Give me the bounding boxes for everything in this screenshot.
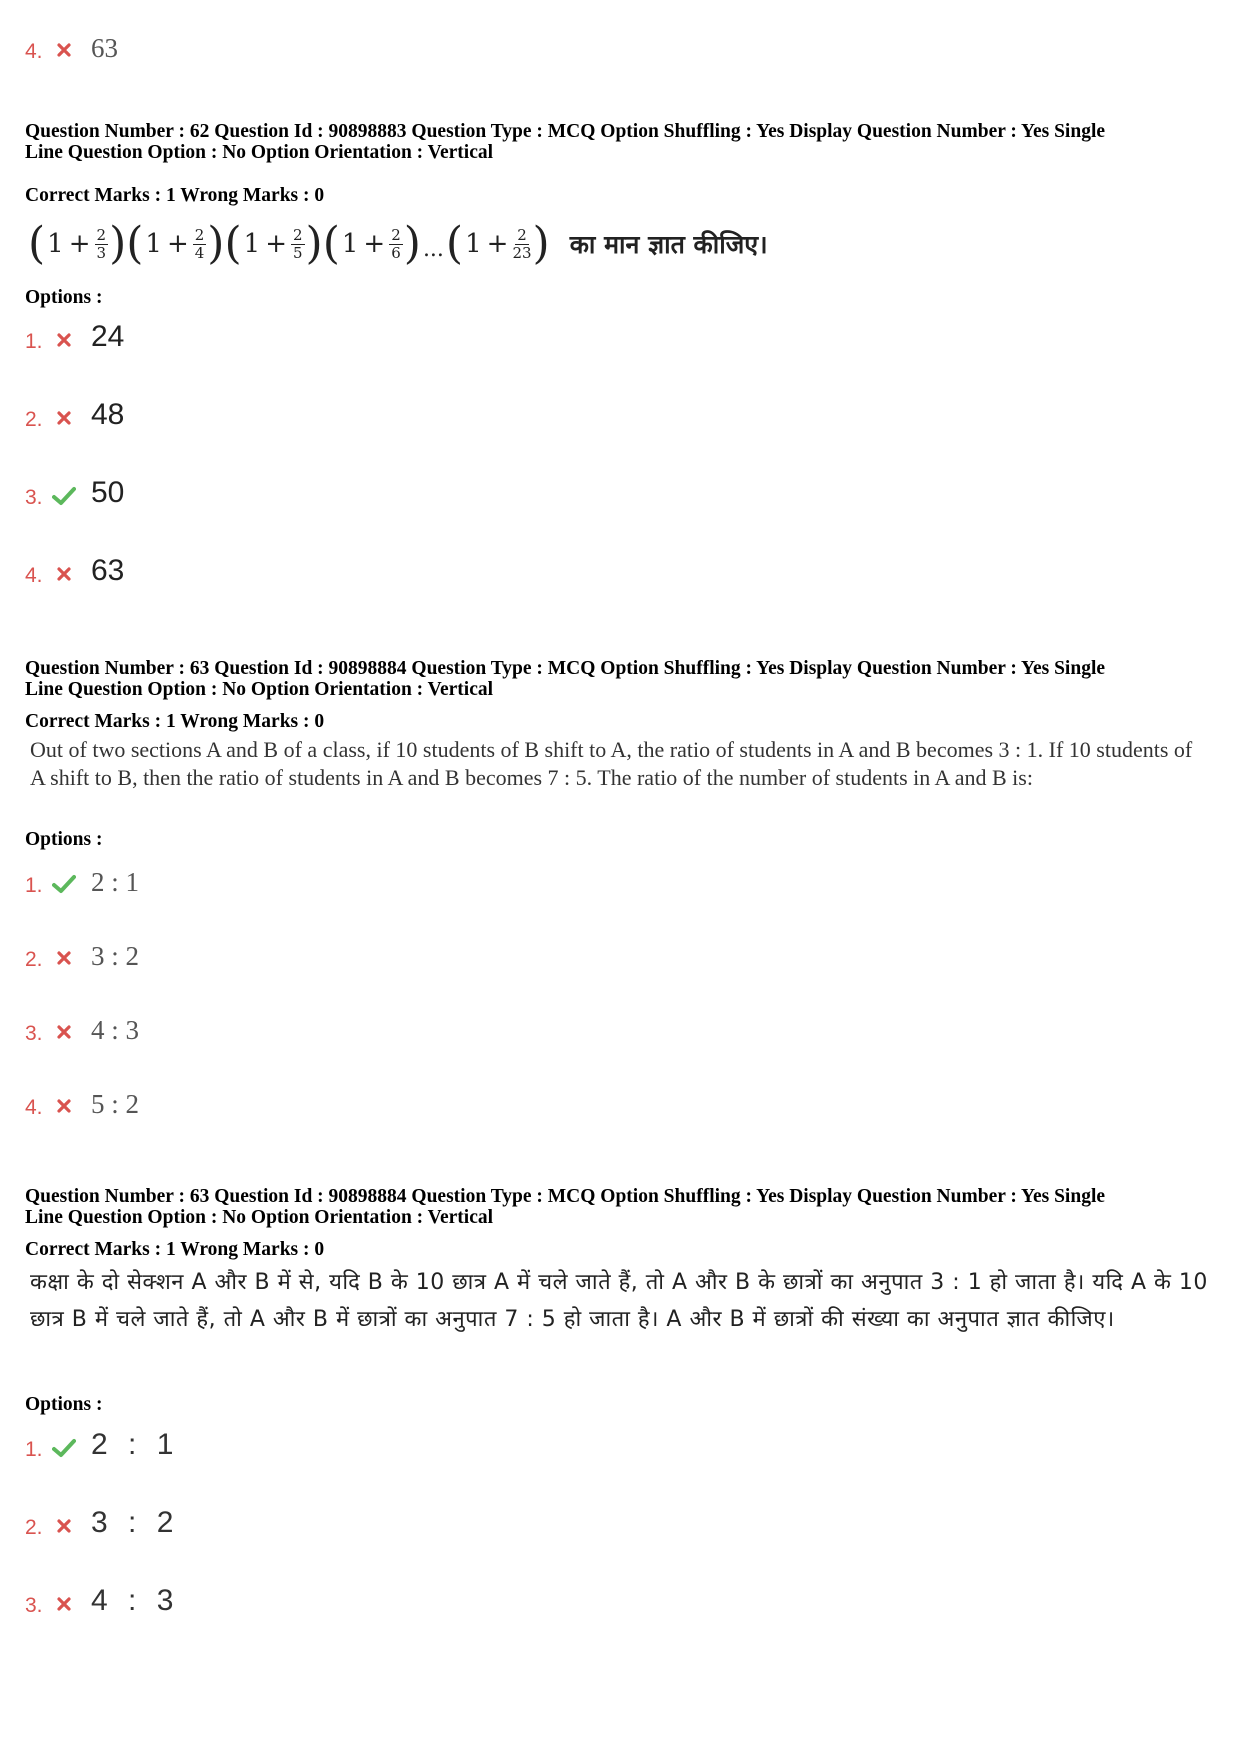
option-text: 48	[91, 398, 125, 431]
option-number: 1.	[25, 874, 43, 897]
option-text: 50	[91, 476, 125, 509]
cross-icon	[49, 1094, 79, 1118]
fraction-numerator: 2	[292, 225, 303, 244]
formula-plus: +	[68, 229, 91, 259]
option-text: 3 : 2	[91, 1506, 180, 1539]
options-label: Options :	[25, 1394, 103, 1415]
option-row	[25, 856, 139, 896]
open-paren: (	[126, 218, 144, 269]
open-paren: (	[224, 218, 242, 269]
fraction-denominator: 5	[292, 243, 303, 262]
option-number: 2.	[25, 1516, 43, 1539]
formula-fraction	[95, 227, 109, 262]
formula-fraction	[193, 227, 207, 262]
option-number: 4.	[25, 1096, 43, 1119]
fraction-denominator: 23	[512, 243, 532, 262]
option-number: 3.	[25, 1594, 43, 1617]
marks-info: Correct Marks : 1 Wrong Marks : 0	[25, 711, 325, 732]
close-paren: )	[403, 218, 421, 269]
cross-icon	[49, 562, 79, 586]
option-number: 3.	[25, 1022, 43, 1045]
formula-ellipsis: ...	[422, 236, 444, 262]
option-number: 4.	[25, 40, 43, 63]
formula-one: 1	[465, 229, 482, 259]
question-text-hindi: कक्षा के दो सेक्शन A और B में से, यदि B के 10 छात्र A में चले जाते हैं, तो A और B के छात्रों का अनुपात 3 : 1 हो जाता है। यदि A के 10 छात्र B में चले जाते हैं, तो A और B में छात्रों का अनुपात 7 : 5 हो जाता है। A और B में छात्रों की संख्या का अनुपात ज्ञात कीजिए।	[30, 1270, 1208, 1332]
formula-fraction	[512, 227, 531, 262]
fraction-numerator: 2	[391, 225, 401, 244]
option-row	[25, 312, 124, 352]
option-text: 24	[91, 320, 125, 353]
question-meta-line: Question Number : 63 Question Id : 90898884 Question Type : MCQ Option Shuffling : Yes Display Question Number : Yes Single	[25, 1186, 1106, 1207]
close-paren: )	[207, 218, 225, 269]
open-paren: (	[28, 218, 46, 269]
options-label: Options :	[25, 829, 103, 850]
fraction-denominator: 6	[391, 243, 401, 262]
option-row	[25, 546, 124, 586]
option-row	[25, 22, 118, 62]
formula-one: 1	[145, 229, 162, 259]
option-text: 5 : 2	[91, 1089, 140, 1119]
option-number: 3.	[25, 486, 43, 509]
option-text: 4 : 3	[91, 1584, 180, 1617]
fraction-denominator: 3	[96, 243, 107, 262]
marks-info: Correct Marks : 1 Wrong Marks : 0	[25, 185, 325, 206]
formula-plus: +	[265, 229, 287, 259]
close-paren: )	[109, 218, 127, 269]
formula-plus: +	[363, 229, 386, 259]
option-number: 2.	[25, 408, 43, 431]
close-paren: )	[305, 218, 323, 269]
cross-icon	[49, 406, 79, 430]
option-text: 2 : 1	[91, 1428, 180, 1461]
option-number: 2.	[25, 948, 43, 971]
question-meta	[25, 1186, 1215, 1228]
option-number: 4.	[25, 564, 43, 587]
option-text: 63	[91, 554, 125, 587]
question-meta	[25, 658, 1215, 700]
question-meta-line: Question Number : 63 Question Id : 90898884 Question Type : MCQ Option Shuffling : Yes Display Question Number : Yes Single	[25, 658, 1106, 679]
option-number: 1.	[25, 1438, 43, 1461]
cross-icon	[49, 328, 79, 352]
cross-icon	[49, 1020, 79, 1044]
formula-one: 1	[47, 229, 64, 259]
checkmark-icon	[49, 872, 79, 896]
option-text: 2 : 1	[91, 867, 140, 897]
question-text: Out of two sections A and B of a class, if 10 students of B shift to A, the ratio of students in A and B becomes 3 : 1. If 10 students of A shift to B, then the ratio of students in A and B becomes 7 : 5. The ratio of the number of students in A and B is:	[30, 737, 1193, 790]
cross-icon	[49, 946, 79, 970]
checkmark-icon	[49, 1436, 79, 1460]
option-text: 63	[91, 33, 118, 63]
formula-fraction	[291, 227, 305, 262]
fraction-denominator: 4	[194, 243, 205, 262]
open-paren: (	[445, 218, 464, 269]
question-meta-line: Question Number : 62 Question Id : 90898883 Question Type : MCQ Option Shuffling : Yes Display Question Number : Yes Single	[25, 121, 1106, 142]
option-row	[25, 468, 124, 508]
option-row	[25, 1420, 179, 1460]
option-row	[25, 390, 124, 430]
cross-icon	[49, 1514, 79, 1538]
cross-icon	[49, 38, 79, 62]
option-row	[25, 930, 139, 970]
option-text: 4 : 3	[91, 1015, 140, 1045]
option-row	[25, 1078, 139, 1118]
formula-fraction	[389, 227, 403, 262]
option-text: 3 : 2	[91, 941, 140, 971]
option-row	[25, 1576, 179, 1616]
formula-plus: +	[166, 229, 189, 259]
fraction-numerator: 2	[517, 225, 527, 244]
question-text-hindi: का मान ज्ञात कीजिए।	[569, 230, 768, 259]
cross-icon	[49, 1592, 79, 1616]
formula-one: 1	[243, 229, 261, 259]
formula-plus: +	[486, 229, 509, 259]
question-meta-line: Line Question Option : No Option Orientation : Vertical	[25, 142, 494, 163]
question-meta-line: Line Question Option : No Option Orientation : Vertical	[25, 679, 494, 700]
question-meta-line: Line Question Option : No Option Orientation : Vertical	[25, 1207, 494, 1228]
question-formula	[28, 216, 768, 272]
option-row	[25, 1498, 179, 1538]
fraction-numerator: 2	[96, 225, 107, 244]
option-row	[25, 1004, 139, 1044]
option-number: 1.	[25, 330, 43, 353]
open-paren: (	[322, 218, 340, 269]
options-label: Options :	[25, 287, 103, 308]
fraction-numerator: 2	[194, 225, 205, 244]
close-paren: )	[532, 218, 550, 269]
checkmark-icon	[49, 484, 79, 508]
formula-one: 1	[341, 229, 359, 259]
question-meta	[25, 121, 1215, 163]
marks-info: Correct Marks : 1 Wrong Marks : 0	[25, 1239, 325, 1260]
